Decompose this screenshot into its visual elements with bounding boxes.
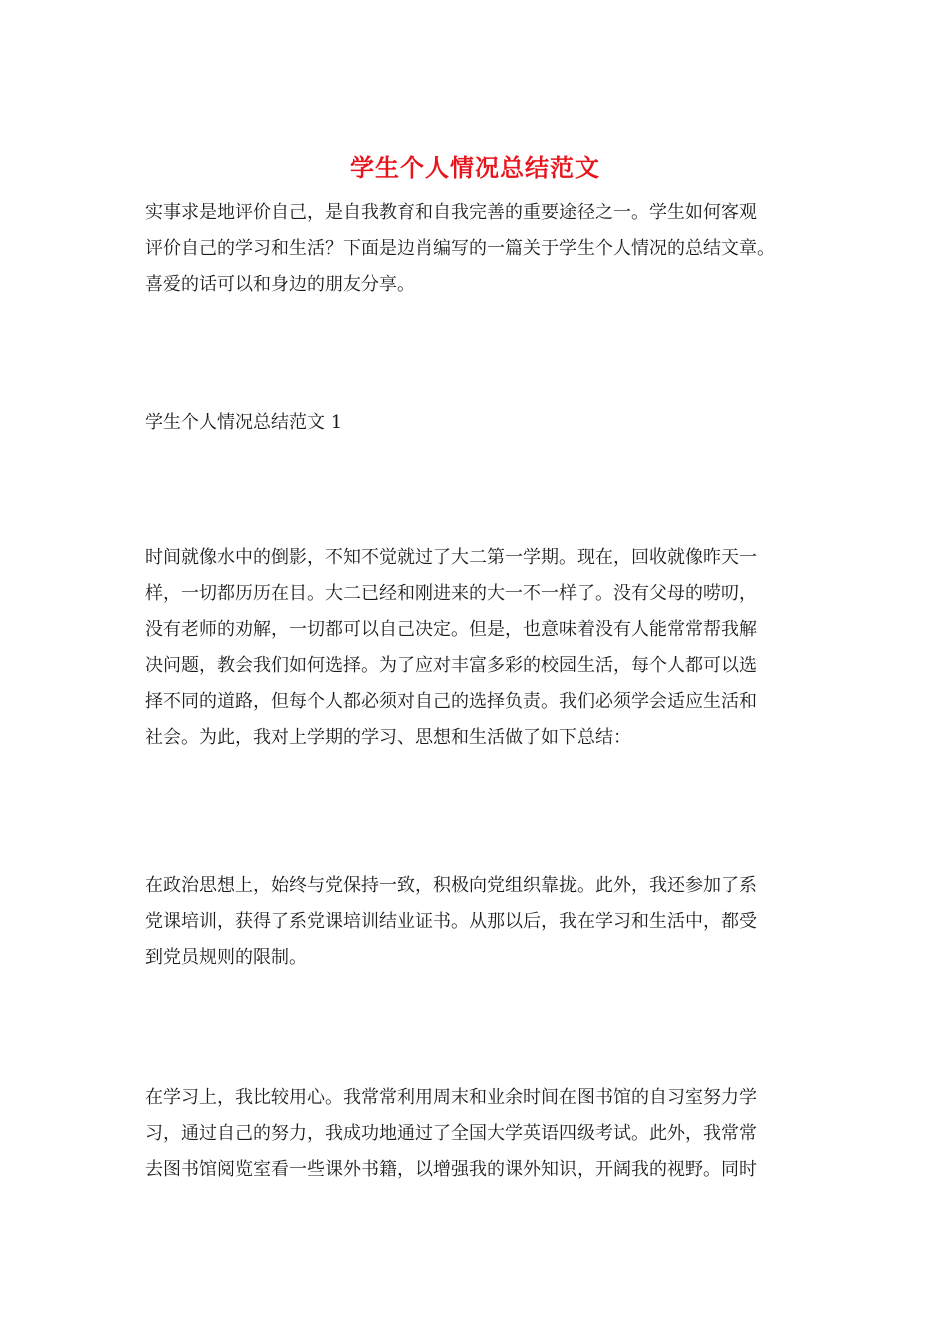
body-line: 没有老师的劝解，一切都可以自己决定。但是，也意味着没有人能常常帮我解 bbox=[145, 619, 757, 640]
intro-paragraph bbox=[145, 195, 810, 303]
body-line: 社会。为此，我对上学期的学习、思想和生活做了如下总结： bbox=[145, 727, 631, 748]
intro-line: 评价自己的学习和生活？下面是边肖编写的一篇关于学生个人情况的总结文章。 bbox=[145, 238, 775, 259]
body-paragraph-3 bbox=[145, 1080, 810, 1188]
body-line: 决问题，教会我们如何选择。为了应对丰富多彩的校园生活，每个人都可以选 bbox=[145, 655, 757, 676]
body-line: 到党员规则的限制。 bbox=[145, 947, 307, 968]
body-line: 去图书馆阅览室看一些课外书籍，以增强我的课外知识，开阔我的视野。同时 bbox=[145, 1159, 757, 1180]
intro-line: 实事求是地评价自己，是自我教育和自我完善的重要途径之一。学生如何客观 bbox=[145, 202, 757, 223]
body-paragraph-2 bbox=[145, 868, 810, 976]
document-title: 学生个人情况总结范文 bbox=[350, 153, 600, 182]
body-line: 在学习上，我比较用心。我常常利用周末和业余时间在图书馆的自习室努力学 bbox=[145, 1087, 757, 1108]
body-paragraph-1 bbox=[145, 540, 810, 756]
body-line: 习，通过自己的努力，我成功地通过了全国大学英语四级考试。此外，我常常 bbox=[145, 1123, 757, 1144]
body-line: 择不同的道路，但每个人都必须对自己的选择负责。我们必须学会适应生活和 bbox=[145, 691, 757, 712]
body-line: 在政治思想上，始终与党保持一致，积极向党组织靠拢。此外，我还参加了系 bbox=[145, 875, 757, 896]
section-heading bbox=[145, 405, 810, 441]
body-line: 时间就像水中的倒影，不知不觉就过了大二第一学期。现在，回收就像昨天一 bbox=[145, 547, 757, 568]
intro-line: 喜爱的话可以和身边的朋友分享。 bbox=[145, 274, 415, 295]
body-line: 党课培训，获得了系党课培训结业证书。从那以后，我在学习和生活中，都受 bbox=[145, 911, 757, 932]
body-line: 样，一切都历历在目。大二已经和刚进来的大一不一样了。没有父母的唠叨， bbox=[145, 583, 757, 604]
section-heading-text: 学生个人情况总结范文 1 bbox=[145, 412, 343, 433]
